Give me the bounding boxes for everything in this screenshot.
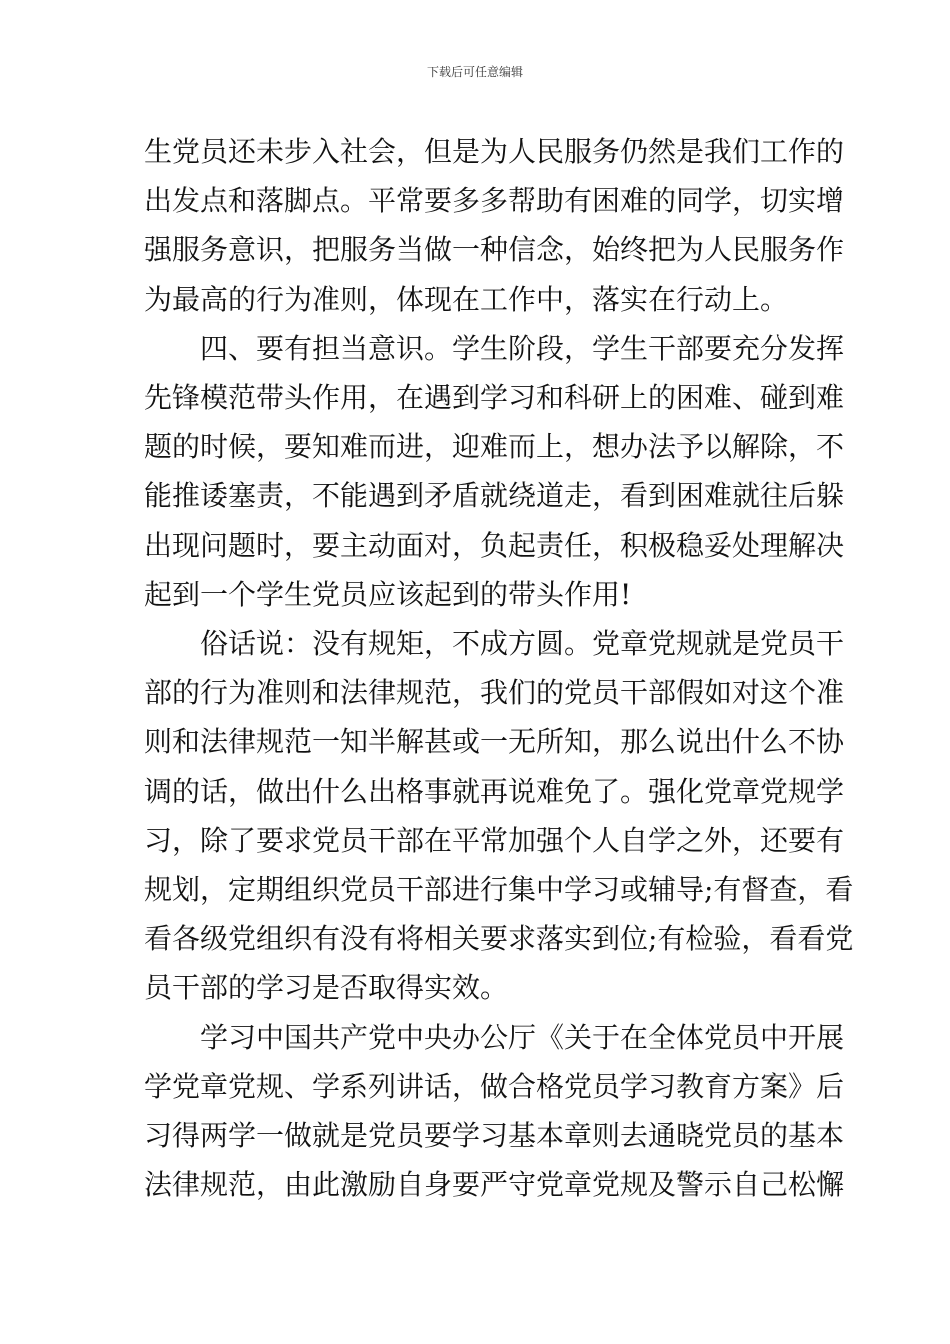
text-line: 习，除了要求党员干部在平常加强个人自学之外，还要有 [144,823,845,857]
text-line: 出发点和落脚点。平常要多多帮助有困难的同学，切实增 [144,184,845,218]
text-line: 四、要有担当意识。学生阶段，学生干部要充分发挥 [200,331,845,365]
text-line: 法律规范，由此激励自身要严守党章党规及警示自己松懈 [144,1168,845,1202]
text-line: 习得两学一做就是党员要学习基本章则去通晓党员的基本 [144,1119,845,1153]
text-line: 强服务意识，把服务当做一种信念，始终把为人民服务作 [144,233,845,267]
text-line: 先锋模范带头作用，在遇到学习和科研上的困难、碰到难 [144,381,845,415]
body-text [144,127,854,1209]
text-line: 为最高的行为准则，体现在工作中，落实在行动上。 [144,282,789,316]
text-line: 学党章党规、学系列讲话，做合格党员学习教育方案》后 [144,1069,845,1103]
text-line: 题的时候，要知难而进，迎难而上，想办法予以解除，不 [144,430,845,464]
text-line: 部的行为准则和法律规范，我们的党员干部假如对这个准 [144,676,845,710]
text-line: 调的话，做出什么出格事就再说难免了。强化党章党规学 [144,774,845,808]
text-line: 起到一个学生党员应该起到的带头作用! [144,577,632,611]
text-line: 学习中国共产党中央办公厅《关于在全体党员中开展 [200,1020,845,1054]
text-line: 俗话说：没有规矩，不成方圆。党章党规就是党员干 [200,627,845,661]
text-line: 员干部的学习是否取得实效。 [144,971,509,1005]
text-line: 出现问题时，要主动面对，负起责任，积极稳妥处理解决 [144,528,845,562]
text-line: 生党员还未步入社会，但是为人民服务仍然是我们工作的 [144,135,845,168]
page-header: 下载后可任意编辑 [426,65,523,79]
text-line: 能推诿塞责，不能遇到矛盾就绕道走，看到困难就往后躲 [144,479,845,513]
text-line: 看各级党组织有没有将相关要求落实到位;有检验，看看党 [144,922,854,956]
text-line: 规划，定期组织党员干部进行集中学习或辅导;有督查，看 [144,873,854,907]
text-line: 则和法律规范一知半解甚或一无所知，那么说出什么不协 [144,725,845,759]
